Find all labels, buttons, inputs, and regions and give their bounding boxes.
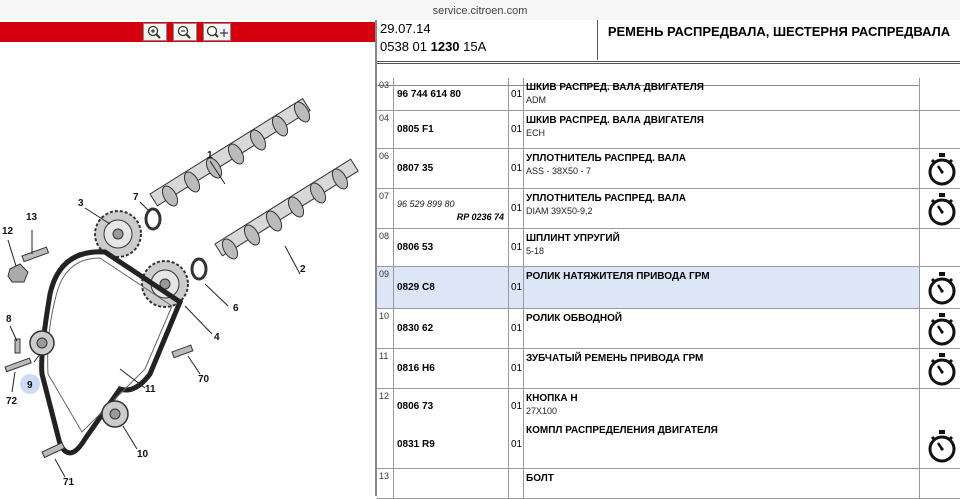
part-spec: DIAM 39X50-9,2 [526,206,593,216]
diagram-label-12: 12 [2,226,14,237]
labour-time-cell [919,78,960,110]
part-name: КНОПКА Н [526,393,578,404]
bolt-13 [22,247,48,262]
labour-time-cell [919,349,960,388]
description-cell [524,469,919,498]
reference-cell[interactable] [394,267,509,308]
zoom-out-button[interactable] [173,23,197,41]
part-number[interactable]: 0806 53 [397,242,434,253]
part-number[interactable]: 0816 H6 [397,363,435,374]
part-name: ШКИВ РАСПРЕД. ВАЛА ДВИГАТЕЛЯ [526,82,704,93]
diagram-label-10: 10 [137,449,149,460]
stopwatch-icon[interactable] [927,352,957,386]
labour-time-cell [919,229,960,266]
camshaft-upper [150,99,313,209]
part-number[interactable]: 0830 62 [397,323,434,334]
part-name: ЗУБЧАТЫЙ РЕМЕНЬ ПРИВОДА ГРМ [526,353,704,364]
description-cell [524,149,919,188]
description-cell [524,349,919,388]
quantity-cell: 01 [509,267,524,308]
parts-table [377,80,960,497]
labour-time-cell [919,149,960,188]
stopwatch-icon[interactable] [927,152,957,186]
part-number[interactable]: 0829 C8 [397,282,435,293]
labour-time-cell [919,267,960,308]
description-cell [524,389,919,468]
quantity-cell: 01 [509,149,524,188]
part-name: УПЛОТНИТЕЛЬ РАСПРЕД. ВАЛА [526,193,686,204]
quantity-cell: 01 [509,78,524,110]
table-row[interactable] [377,309,960,349]
table-row[interactable] [377,189,960,229]
page-title: РЕМЕНЬ РАСПРЕДВАЛА, ШЕСТЕРНЯ РАСПРЕДВАЛА [597,20,960,60]
part-name: ШПЛИНТ УПРУГИЙ [526,233,620,244]
part-name: БОЛТ [526,473,554,484]
description-cell [524,229,919,266]
reference-cell[interactable] [394,111,509,148]
idler-roller [102,401,128,427]
reference-cell[interactable] [394,78,509,110]
doc-info [377,20,597,60]
camshaft-lower [215,159,358,261]
position-cell: 08 [377,229,394,266]
zoom-in-button[interactable] [143,23,167,41]
diagram-label-72: 72 [6,396,18,407]
quantity-cell: 01 [509,111,524,148]
position-cell: 04 [377,111,394,148]
part-spec: 27X100 [526,406,558,416]
position-cell: 09 [377,267,394,308]
part-name: КОМПЛ РАСПРЕДЕЛЕНИЯ ДВИГАТЕЛЯ [526,425,718,436]
diagram-label-71: 71 [63,477,75,488]
labour-time-cell [919,389,960,468]
part-name: УПЛОТНИТЕЛЬ РАСПРЕД. ВАЛА [526,153,686,164]
part-spec: ECH [526,128,546,138]
part-name: ШКИВ РАСПРЕД. ВАЛА ДВИГАТЕЛЯ [526,115,704,126]
reference-cell[interactable] [394,349,509,388]
description-cell [524,111,919,148]
part-number[interactable]: 0806 73 [397,401,434,412]
url-text: service.citroen.com [432,5,528,17]
description-cell [524,309,919,348]
table-row[interactable] [377,267,960,309]
labour-time-cell [919,111,960,148]
reference-cell[interactable] [394,309,509,348]
position-cell: 10 [377,309,394,348]
reference-cell[interactable] [394,149,509,188]
url-bar[interactable] [0,0,960,21]
tensioner-roller [30,331,54,355]
parts-pane [377,20,960,496]
part-name: РОЛИК ОБВОДНОЙ [526,313,623,324]
quantity-cell: 01 [509,309,524,348]
diagram-label-11: 11 [145,384,156,395]
labour-time-cell [919,469,960,498]
quantity-cell [509,469,524,498]
table-row[interactable] [377,469,960,499]
zoom-out-icon [176,25,194,39]
diagram-toolbar [0,22,375,42]
diagram-pane [0,20,375,496]
table-row[interactable] [377,229,960,267]
doc-date: 29.07.14 [380,21,431,36]
diagram-label-9: 9 [27,380,33,391]
header-divider [377,63,960,64]
reference-cell[interactable] [394,229,509,266]
quantity-cell: 01 [509,349,524,388]
labour-time-cell [919,189,960,228]
diagram-label-7: 7 [133,192,139,203]
part-number[interactable]: 0805 F1 [397,124,434,135]
description-cell [524,267,919,308]
stopwatch-icon[interactable] [927,429,957,463]
doc-reference: 0538 01 1230 15A [380,39,487,54]
position-cell: 11 [377,349,394,388]
pin-8 [15,339,20,353]
part-spec: 5-18 [526,246,545,256]
stopwatch-icon[interactable] [927,271,957,305]
diagram-label-1: 1 [207,150,213,161]
reference-cell[interactable] [394,189,509,228]
quantity-cell: 01 01 [509,389,524,468]
reference-cell[interactable] [394,469,509,498]
seal-6 [192,259,206,279]
position-cell: 03 [377,78,394,110]
diagram-label-13: 13 [26,212,38,223]
part-name: РОЛИК НАТЯЖИТЕЛЯ ПРИВОДА ГРМ [526,271,710,282]
position-cell: 12 [377,389,394,468]
diagram-label-70: 70 [198,374,210,385]
nut-12 [8,264,28,282]
bolt-72 [5,358,31,372]
position-cell: 07 [377,189,394,228]
exploded-parts-diagram [0,44,375,494]
diagram-label-8: 8 [6,314,12,325]
stopwatch-icon[interactable] [927,192,957,226]
diagram-label-3: 3 [78,198,84,209]
part-number[interactable]: 0831 R9 [397,439,435,450]
description-cell [524,189,919,228]
part-spec: ASS - 38X50 - 7 [526,166,592,176]
reference-cell[interactable] [394,389,509,468]
rp-reference: RP 0236 74 [456,212,504,222]
quantity-cell: 01 [509,229,524,266]
position-cell: 13 [377,469,394,498]
diagram-label-2: 2 [300,264,306,275]
part-spec: ADM [526,95,546,105]
table-row[interactable] [377,349,960,389]
alt-reference: 96 529 899 80 [397,199,455,209]
position-cell: 06 [377,149,394,188]
stopwatch-icon[interactable] [927,312,957,346]
zoom-pan-icon [205,25,229,39]
part-number[interactable]: 0807 35 [397,163,434,174]
diagram-label-4: 4 [214,332,220,343]
table-row[interactable] [377,149,960,189]
table-row[interactable] [377,78,960,111]
description-cell [524,78,919,110]
quantity-cell: 01 [509,189,524,228]
zoom-pan-button[interactable] [203,23,231,41]
part-number[interactable]: 96 744 614 80 [397,89,461,100]
zoom-in-icon [146,25,164,39]
bolt-70 [172,345,193,357]
table-row[interactable] [377,111,960,149]
header-divider [377,61,960,62]
diagram-label-6: 6 [233,303,239,314]
table-row[interactable] [377,389,960,469]
bolt-71 [42,443,64,458]
seal-7 [146,209,160,229]
labour-time-cell [919,309,960,348]
